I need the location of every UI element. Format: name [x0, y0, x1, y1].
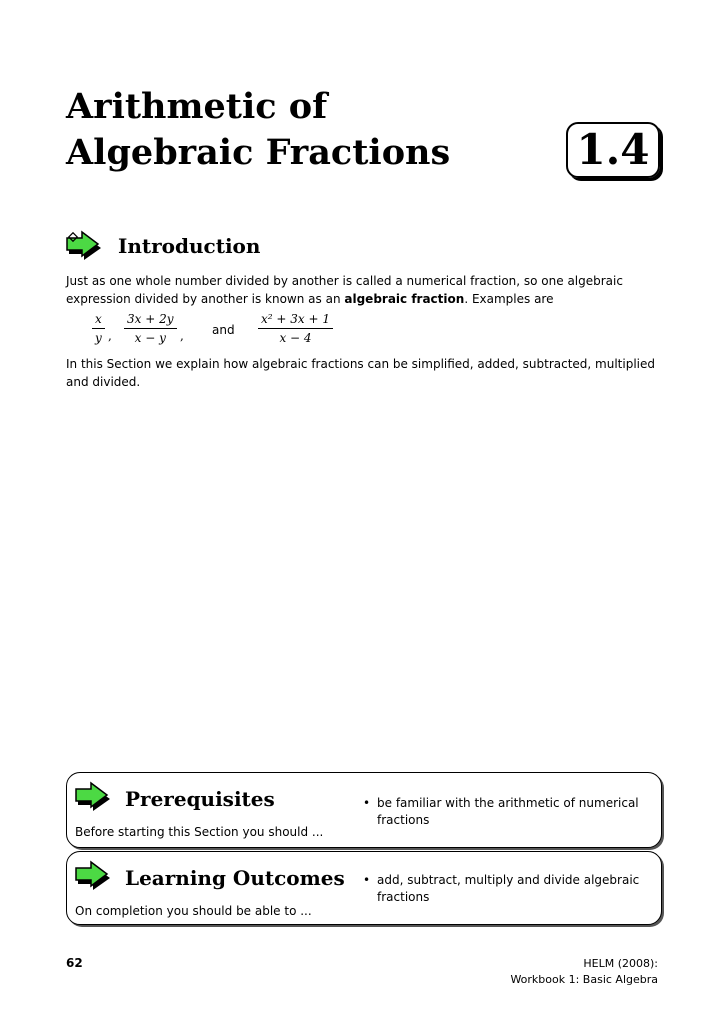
- intro-text-end: . Examples are: [464, 292, 554, 306]
- denominator: x − y: [134, 331, 166, 345]
- footer-line-2: Workbook 1: Basic Algebra: [510, 973, 658, 986]
- prerequisites-subtitle: Before starting this Section you should ...: [75, 825, 324, 839]
- title-line-1: Arithmetic of: [66, 86, 328, 127]
- green-arrow-icon: [66, 230, 106, 262]
- separator-comma: ,: [180, 329, 184, 343]
- introduction-paragraph: [66, 272, 658, 308]
- learning-outcome-item-text: add, subtract, multiply and divide algebraic fractions: [377, 873, 640, 904]
- page-title: [66, 84, 450, 176]
- learning-outcomes-heading: Learning Outcomes: [125, 866, 345, 890]
- introduction-paragraph-2: In this Section we explain how algebraic fractions can be simplified, added, subtracted, multiplied and divided.: [66, 357, 655, 389]
- introduction-heading-label: Introduction: [118, 234, 261, 258]
- separator-comma: ,: [108, 329, 112, 343]
- learning-outcomes-subtitle: On completion you should be able to ...: [75, 904, 312, 918]
- learning-outcomes-box: [66, 851, 662, 925]
- fraction-example-2: [124, 311, 177, 346]
- bullet: •: [363, 873, 371, 887]
- section-number-badge: 1.4: [566, 122, 660, 178]
- footer-source: [510, 956, 658, 988]
- prerequisites-box: [66, 772, 662, 848]
- prerequisites-heading: Prerequisites: [125, 787, 275, 811]
- fraction-example-3: [258, 311, 333, 346]
- green-arrow-icon: [75, 781, 115, 813]
- denominator: x − 4: [279, 331, 312, 345]
- prerequisite-item-text: be familiar with the arithmetic of numerical fractions: [377, 796, 639, 827]
- denominator: y: [95, 331, 102, 345]
- numerator: x² + 3x + 1: [261, 312, 330, 326]
- numerator: 3x + 2y: [127, 312, 174, 326]
- intro-text: Just as one whole number divided by another is called a numerical fraction, so one algebraic expression divided by another is known as an: [66, 274, 623, 306]
- numerator: x: [95, 312, 102, 326]
- bullet: •: [363, 796, 371, 810]
- term-algebraic-fraction: algebraic fraction: [344, 292, 465, 306]
- example-fractions: [0, 311, 724, 351]
- fraction-example-1: [92, 311, 105, 346]
- and-word: and: [212, 323, 235, 337]
- footer-line-1: HELM (2008):: [583, 957, 658, 970]
- green-arrow-icon: [75, 860, 115, 892]
- page-number: 62: [66, 956, 83, 970]
- title-line-2: Algebraic Fractions: [66, 132, 451, 173]
